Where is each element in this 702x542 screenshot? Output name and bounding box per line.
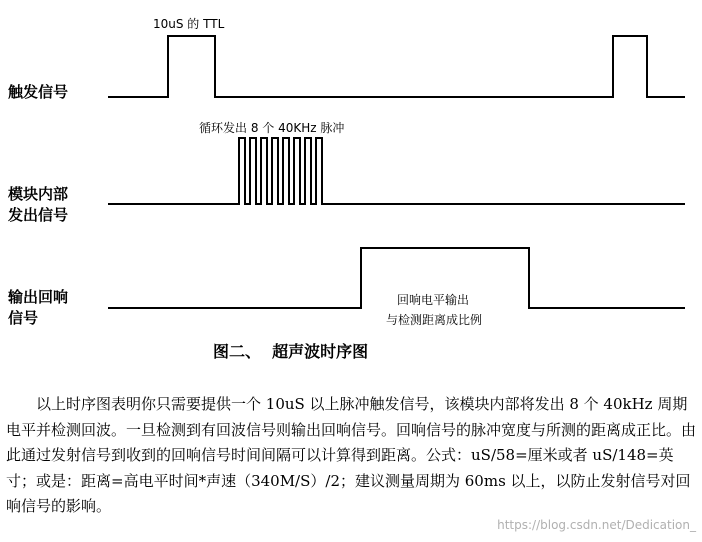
module-signal-label-line2: 发出信号 <box>8 206 69 224</box>
burst-annotation: 循环发出 8 个 40KHz 脉冲 <box>199 121 345 135</box>
echo-signal-label-line1: 输出回响 <box>8 288 69 306</box>
figure-title: 图二、 超声波时序图 <box>213 342 369 361</box>
echo-annotation-line2: 与检测距离成比例 <box>386 313 483 327</box>
description-paragraph: 以上时序图表明你只需要提供一个 10uS 以上脉冲触发信号，该模块内部将发出 8 个 40kHz 周期电平并检测回波。一旦检测到有回波信号则输出回响信号。回响信号的脉冲宽度与所测的距离成正比。由此通过发射信号到收到的回响信号时间间隔可以计算得到距离。公式：uS/58=厘米或者 uS/148=英寸；或是：距离=高电平时间*声速（340M/S）/2；建议测量周期为 60ms 以上，以防止发射信号对回响信号的影响。 <box>6 395 697 515</box>
echo-signal-label-line2: 信号 <box>8 309 39 327</box>
trigger-pulse-annotation: 10uS 的 TTL <box>153 17 225 31</box>
echo-annotation-line1: 回响电平输出 <box>397 293 470 307</box>
burst-waveform <box>108 138 685 204</box>
trigger-waveform <box>108 36 685 97</box>
module-signal-label-line1: 模块内部 <box>8 185 69 203</box>
trigger-signal-label: 触发信号 <box>8 83 69 101</box>
watermark: https://blog.csdn.net/Dedication_ <box>497 518 696 532</box>
